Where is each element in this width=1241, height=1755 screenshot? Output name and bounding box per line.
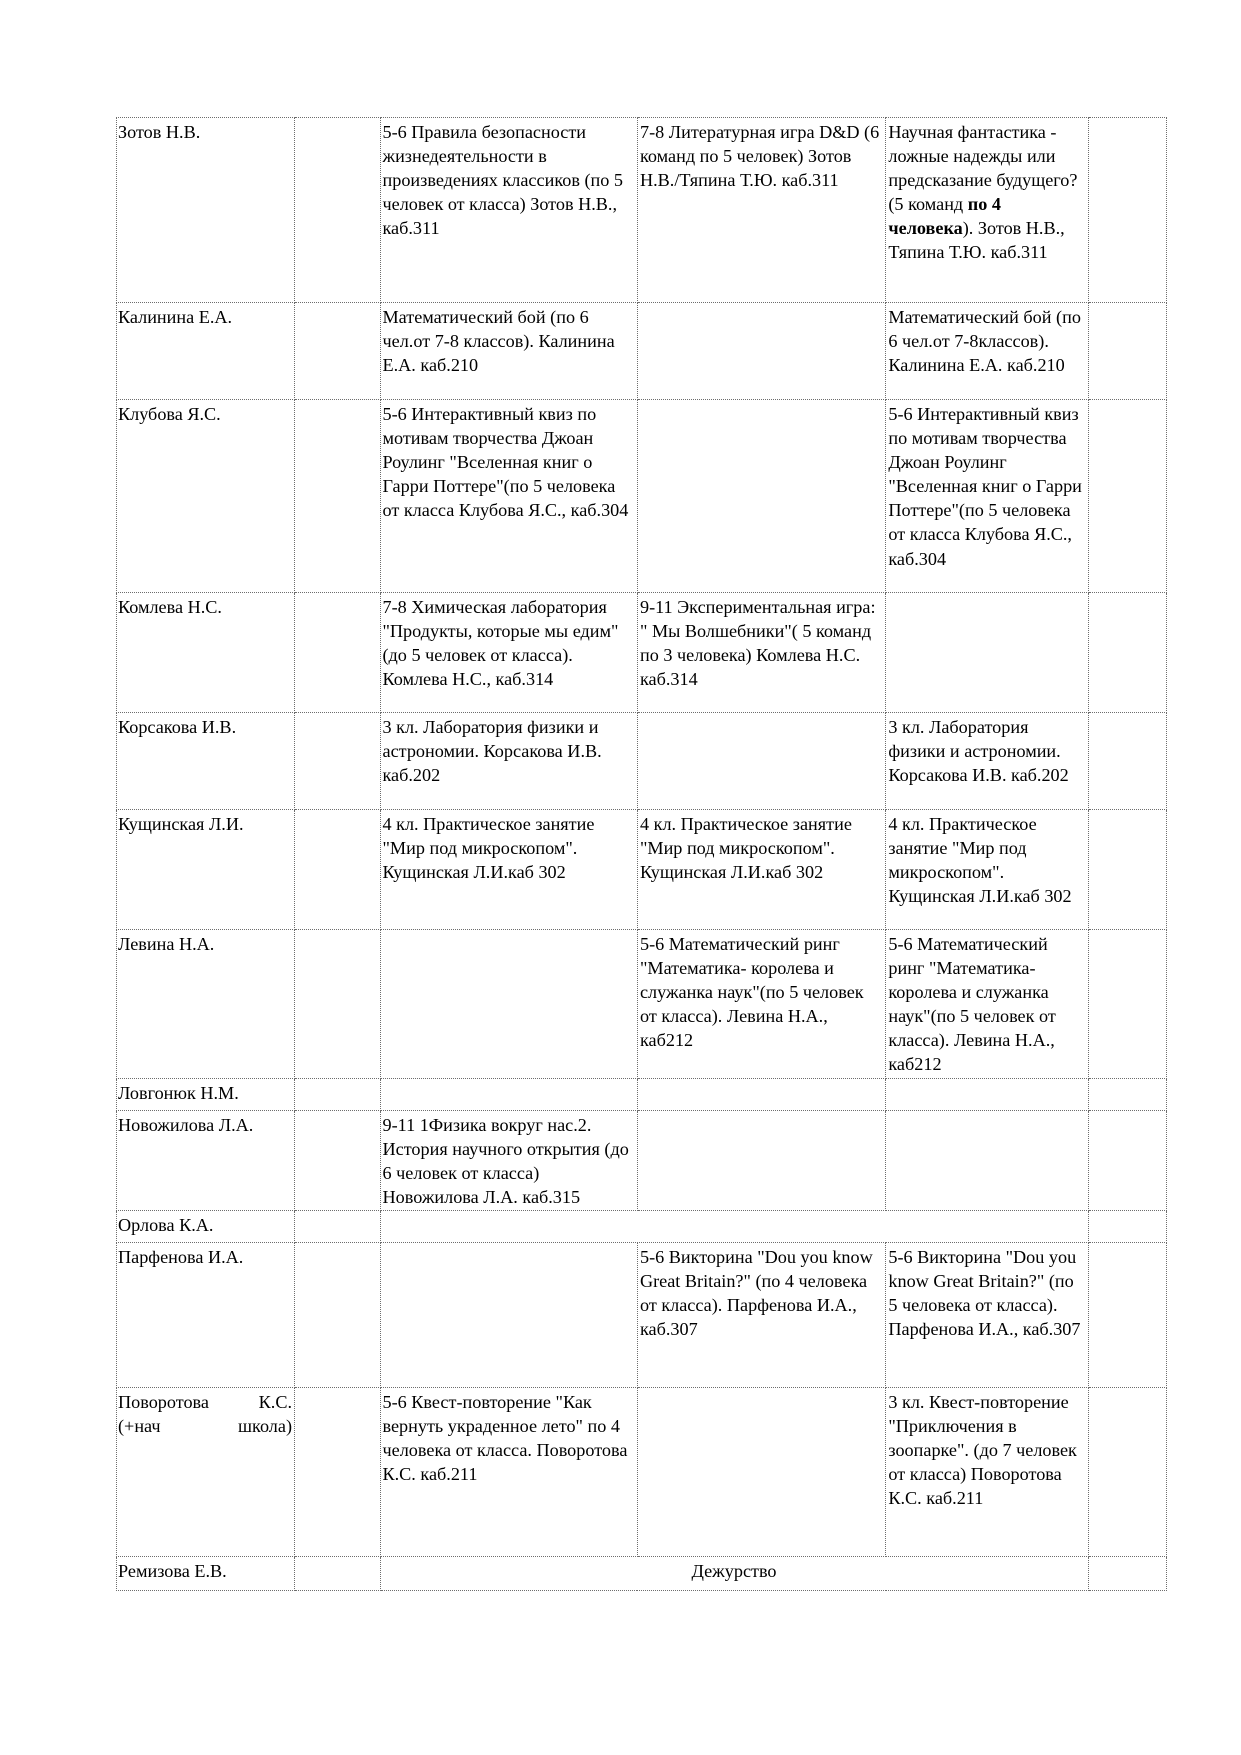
table-row — [117, 810, 1167, 930]
activity-text: 9-11 1Физика вокруг нас.2. История научного открытия (до 6 человек от класса) Новожилова Л.А. каб.315 — [382, 1114, 629, 1207]
empty-cell — [295, 400, 380, 593]
activity-text: ). Зотов Н.В., Тяпина Т.Ю. каб.311 — [888, 218, 1065, 263]
activity-cell — [380, 400, 637, 593]
activity-text: 4 кл. Практическое занятие "Мир под микроскопом". Кущинская Л.И.каб 302 — [639, 814, 852, 883]
activity-cell — [380, 1242, 637, 1387]
activity-cell — [380, 1078, 637, 1110]
activity-text: 4 кл. Практическое занятие "Мир под микроскопом". Кущинская Л.И.каб 302 — [888, 814, 1072, 907]
empty-cell — [295, 1210, 380, 1242]
teacher-name: Кущинская Л.И. — [118, 814, 244, 834]
empty-cell — [1088, 593, 1166, 713]
teacher-name-cell — [117, 1556, 295, 1590]
activity-text: 3 кл. Лаборатория физики и астрономии. Корсакова И.В. каб.202 — [382, 717, 602, 786]
table-row — [117, 930, 1167, 1079]
teacher-name: Ловгонюк Н.М. — [118, 1082, 239, 1103]
activity-cell — [380, 930, 637, 1079]
teacher-name-cell — [117, 303, 295, 400]
activity-cell — [637, 1387, 885, 1556]
empty-cell — [1088, 400, 1166, 593]
activity-cell — [637, 1110, 885, 1210]
teacher-name-cell — [117, 1110, 295, 1210]
activity-cell — [637, 713, 885, 810]
teacher-name-cell — [117, 930, 295, 1079]
activity-text: 5-6 Интерактивный квиз по мотивам творчества Джоан Роулинг "Вселенная книг о Гарри Поттере"(по 5 человека от класса Клубова Я.С., каб.304 — [888, 404, 1082, 569]
activity-cell — [637, 1242, 885, 1387]
activity-cell — [886, 1078, 1088, 1110]
activity-cell — [886, 930, 1088, 1079]
activity-cell — [637, 1078, 885, 1110]
empty-cell — [295, 1387, 380, 1556]
activity-text: 7-8 Химическая лаборатория "Продукты, которые мы едим" (до 5 человек от класса). Комлева Н.С., каб.314 — [382, 597, 619, 690]
activity-text: 5-6 Викторина "Dou you know Great Britain?" (по 5 человека от класса). Парфенова И.А., каб.307 — [888, 1246, 1081, 1340]
empty-cell — [1088, 1110, 1166, 1210]
teacher-name: Зотов Н.В. — [118, 122, 201, 142]
teacher-name-cell — [117, 1387, 295, 1556]
activity-cell — [886, 1110, 1088, 1210]
empty-cell — [295, 118, 380, 303]
table-row — [117, 303, 1167, 400]
activity-cell — [886, 810, 1088, 930]
empty-cell — [1088, 713, 1166, 810]
empty-cell — [1088, 810, 1166, 930]
activity-text: 5-6 Математический ринг "Математика- королева и служанка наук"(по 5 человек от класса). Левина Н.А., каб212 — [639, 934, 864, 1051]
schedule-table — [116, 117, 1167, 1591]
activity-cell — [886, 713, 1088, 810]
teacher-name-cell — [117, 118, 295, 303]
table-row — [117, 593, 1167, 713]
activity-cell — [380, 810, 637, 930]
empty-cell — [1088, 1078, 1166, 1110]
activity-text: 4 кл. Практическое занятие "Мир под микроскопом". Кущинская Л.И.каб 302 — [382, 814, 595, 883]
activity-cell — [637, 400, 885, 593]
table-row — [117, 1110, 1167, 1210]
activity-cell — [886, 593, 1088, 713]
activity-cell — [380, 303, 637, 400]
teacher-name: Орлова К.А. — [118, 1214, 214, 1235]
activity-text: Математический бой (по 6 чел.от 7-8классов). Калинина Е.А. каб.210 — [888, 307, 1081, 376]
table-row — [117, 400, 1167, 593]
empty-cell — [1088, 1387, 1166, 1556]
empty-cell — [295, 1078, 380, 1110]
teacher-name: Клубова Я.С. — [118, 404, 221, 424]
empty-cell — [1088, 1210, 1166, 1242]
empty-cell — [295, 303, 380, 400]
activity-text: 3 кл. Квест-повторение "Приключения в зоопарке". (до 7 человек от класса) Поворотова К.С. каб.211 — [888, 1391, 1077, 1509]
activity-text: 3 кл. Лаборатория физики и астрономии. Корсакова И.В. каб.202 — [888, 717, 1069, 786]
teacher-name-cell — [117, 1078, 295, 1110]
teacher-name: Калинина Е.А. — [118, 307, 233, 327]
teacher-name-cell — [117, 1242, 295, 1387]
empty-cell — [1088, 1556, 1166, 1590]
activity-cell — [886, 1387, 1088, 1556]
activity-cell — [380, 1110, 637, 1210]
empty-cell — [1088, 930, 1166, 1079]
empty-cell — [295, 1242, 380, 1387]
table-row — [117, 1556, 1167, 1590]
table-row — [117, 118, 1167, 303]
teacher-name-cell — [117, 713, 295, 810]
activity-text: Математический бой (по 6 чел.от 7-8 классов). Калинина Е.А. каб.210 — [382, 307, 615, 376]
activity-cell — [886, 118, 1088, 303]
activity-text: 5-6 Правила безопасности жизнедеятельности в произведениях классиков (по 5 человек от класса) Зотов Н.В., каб.311 — [382, 122, 623, 239]
teacher-name-cell — [117, 1210, 295, 1242]
activity-text-bold: по 4 человека — [888, 194, 1001, 239]
activity-cell — [886, 303, 1088, 400]
teacher-name: Левина Н.А. — [118, 934, 215, 954]
activity-text: 9-11 Экспериментальная игра: " Мы Волшебники"( 5 команд по 3 человека) Комлева Н.С. каб.314 — [639, 597, 876, 690]
activity-cell — [637, 810, 885, 930]
merged-activity-cell — [380, 1210, 1088, 1242]
empty-cell — [295, 930, 380, 1079]
teacher-name: Парфенова И.А. — [118, 1246, 244, 1267]
empty-cell — [1088, 303, 1166, 400]
table-row — [117, 1210, 1167, 1242]
teacher-name: Поворотова К.С. (+нач школа) — [118, 1391, 293, 1437]
table-row — [117, 1078, 1167, 1110]
empty-cell — [295, 713, 380, 810]
activity-cell — [637, 303, 885, 400]
activity-text: 5-6 Квест-повторение "Как вернуть украденное лето" по 4 человека от класса. Поворотова К.С. каб.211 — [382, 1391, 628, 1485]
activity-text: 5-6 Математический ринг "Математика- королева и служанка наук"(по 5 человек от класса). Левина Н.А., каб212 — [888, 934, 1056, 1075]
empty-cell — [295, 593, 380, 713]
activity-cell — [380, 118, 637, 303]
teacher-name: Новожилова Л.А. — [118, 1114, 254, 1135]
table-row — [117, 1387, 1167, 1556]
activity-cell — [886, 400, 1088, 593]
empty-cell — [1088, 1242, 1166, 1387]
teacher-name: Ремизова Е.В. — [118, 1560, 227, 1581]
activity-cell — [380, 713, 637, 810]
duty-text: Дежурство — [691, 1560, 777, 1581]
empty-cell — [1088, 118, 1166, 303]
teacher-name: Корсакова И.В. — [118, 717, 237, 737]
table-row — [117, 713, 1167, 810]
activity-text: Научная фантастика - ложные надежды или предсказание будущего? (5 команд — [888, 122, 1078, 215]
activity-cell — [637, 593, 885, 713]
empty-cell — [295, 810, 380, 930]
activity-cell — [637, 118, 885, 303]
teacher-name-cell — [117, 810, 295, 930]
activity-text: 5-6 Викторина "Dou you know Great Britain?" (по 4 человека от класса). Парфенова И.А., каб.307 — [639, 1246, 873, 1340]
activity-cell — [637, 930, 885, 1079]
teacher-name-cell — [117, 593, 295, 713]
activity-cell — [380, 593, 637, 713]
activity-text: 5-6 Интерактивный квиз по мотивам творчества Джоан Роулинг "Вселенная книг о Гарри Поттере"(по 5 человека от класса Клубова Я.С., каб.304 — [382, 404, 629, 521]
duty-cell — [380, 1556, 1088, 1590]
empty-cell — [295, 1110, 380, 1210]
teacher-name: Комлева Н.С. — [118, 597, 222, 617]
teacher-name-cell — [117, 400, 295, 593]
activity-text: 7-8 Литературная игра D&D (6 команд по 5 человек) Зотов Н.В./Тяпина Т.Ю. каб.311 — [639, 122, 880, 191]
activity-cell — [886, 1242, 1088, 1387]
table-row — [117, 1242, 1167, 1387]
empty-cell — [295, 1556, 380, 1590]
activity-cell — [380, 1387, 637, 1556]
